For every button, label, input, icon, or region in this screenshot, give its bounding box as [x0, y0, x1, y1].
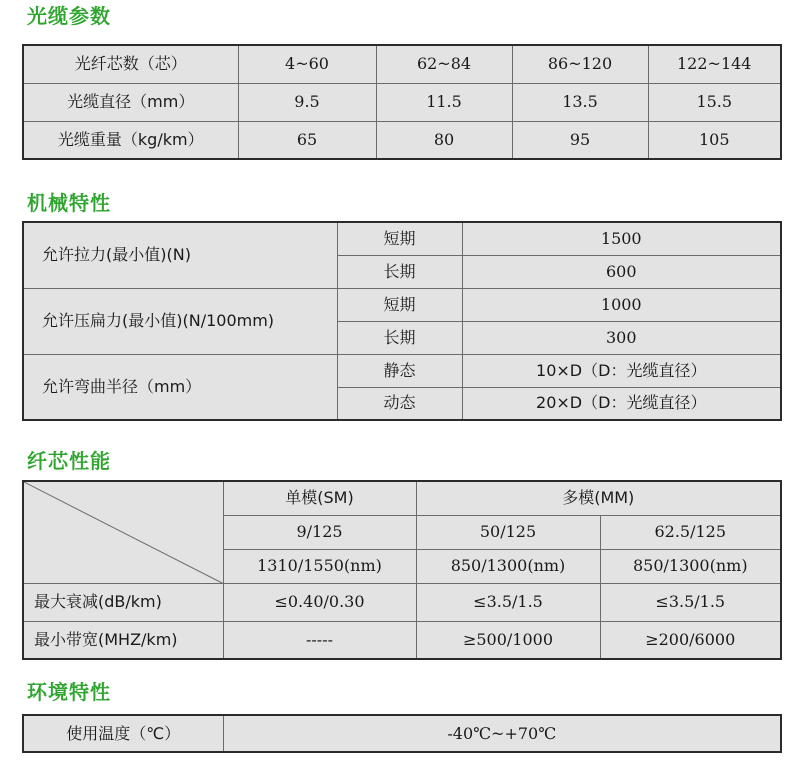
row-label: 光纤芯数（芯）	[23, 45, 238, 83]
mechanical-table	[22, 221, 782, 421]
mechanical-heading: 机械特性	[27, 191, 111, 215]
term: 短期	[337, 288, 462, 321]
wavelength-cell: 1310/1550(nm)	[223, 549, 416, 583]
environment-heading: 环境特性	[27, 680, 111, 704]
row-label: 光缆重量（kg/km）	[23, 121, 238, 159]
term: 长期	[337, 321, 462, 354]
size-cell: 9/125	[223, 515, 416, 549]
diagonal-line	[24, 482, 223, 583]
cell: ≥500/1000	[416, 621, 600, 659]
term: 静态	[337, 354, 462, 387]
cell: ≤3.5/1.5	[416, 583, 600, 621]
fiber-table	[22, 480, 782, 660]
cell: 62~84	[376, 45, 512, 83]
term: 长期	[337, 255, 462, 288]
wavelength-cell: 850/1300(nm)	[600, 549, 781, 583]
value: 1000	[462, 288, 781, 321]
cell: 9.5	[238, 83, 376, 121]
temperature-value: -40℃~+70℃	[223, 715, 781, 752]
group-label: 允许压扁力(最小值)(N/100mm)	[23, 288, 337, 354]
term: 动态	[337, 387, 462, 420]
cell: ≥200/6000	[600, 621, 781, 659]
group-label: 允许拉力(最小值)(N)	[23, 222, 337, 288]
cell: ≤0.40/0.30	[223, 583, 416, 621]
term: 短期	[337, 222, 462, 255]
wavelength-cell: 850/1300(nm)	[416, 549, 600, 583]
cell: 4~60	[238, 45, 376, 83]
cell: 105	[648, 121, 781, 159]
cell: 86~120	[512, 45, 648, 83]
sm-header: 单模(SM)	[223, 481, 416, 515]
size-cell: 62.5/125	[600, 515, 781, 549]
fiber-heading: 纤芯性能	[27, 449, 111, 473]
cell: 11.5	[376, 83, 512, 121]
cell: 122~144	[648, 45, 781, 83]
environment-table	[22, 714, 782, 753]
value: 300	[462, 321, 781, 354]
row-label: 最小带宽(MHZ/km)	[23, 621, 223, 659]
group-label: 允许弯曲半径（mm）	[23, 354, 337, 420]
cell: -----	[223, 621, 416, 659]
cell: 95	[512, 121, 648, 159]
cell: 65	[238, 121, 376, 159]
cell: 13.5	[512, 83, 648, 121]
mm-header: 多模(MM)	[416, 481, 781, 515]
value: 20×D（D：光缆直径）	[462, 387, 781, 420]
row-label: 使用温度（℃）	[23, 715, 223, 752]
size-cell: 50/125	[416, 515, 600, 549]
cell: ≤3.5/1.5	[600, 583, 781, 621]
value: 600	[462, 255, 781, 288]
cable-params-heading: 光缆参数	[27, 4, 111, 28]
cell: 80	[376, 121, 512, 159]
cable-params-table	[22, 44, 782, 160]
value: 10×D（D：光缆直径）	[462, 354, 781, 387]
row-label: 最大衰减(dB/km)	[23, 583, 223, 621]
cell: 15.5	[648, 83, 781, 121]
row-label: 光缆直径（mm）	[23, 83, 238, 121]
diagonal-header	[23, 481, 223, 583]
value: 1500	[462, 222, 781, 255]
